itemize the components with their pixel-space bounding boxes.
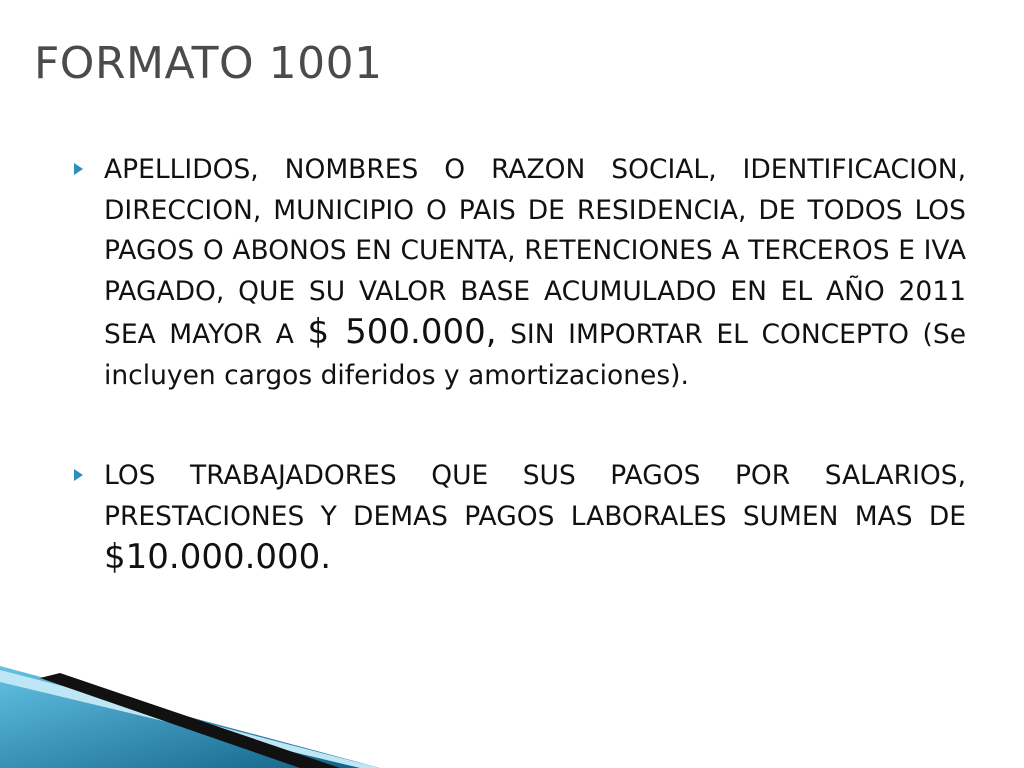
slide-title: FORMATO 1001 xyxy=(34,38,383,89)
bullet-arrow-icon xyxy=(74,469,83,481)
bullet-item-2 xyxy=(74,456,966,581)
bullet-arrow-icon xyxy=(74,163,83,175)
bullet-list xyxy=(74,150,966,581)
decorative-wave-graphic xyxy=(0,648,1024,768)
bullet-1-amount: $ 500.000, xyxy=(307,312,497,352)
bullet-1-text-d: SIN IMPORTAR EL CONCEPTO (Se incluyen cargos diferidos y amortizaciones). xyxy=(104,319,966,391)
bullet-2-text-c: QUE SUS PAGOS POR SALARIOS, PRESTACIONES Y DEMAS PAGOS LABORALES SUMEN MAS DE xyxy=(104,460,966,532)
bullet-2-amount: $10.000.000. xyxy=(104,537,332,577)
bullet-item-1 xyxy=(74,150,966,396)
bullet-1-text-b: PAGOS O ABONOS EN CUENTA, RETENCIONES A TERCEROS E IVA PAGADO, xyxy=(104,235,966,307)
bullet-2-text-a: LOS xyxy=(104,460,191,491)
bullet-1-text-c: QUE SU VALOR BASE ACUMULADO EN EL AÑO 2011 SEA MAYOR A xyxy=(104,275,966,350)
bullet-1-text-a: APELLIDOS, NOMBRES O RAZON SOCIAL, IDENTIFICACION, DIRECCION, MUNICIPIO O PAIS DE RESIDENCIA, DE TODOS LOS xyxy=(104,154,966,226)
bullet-2-text-b: TRABAJADORES xyxy=(190,460,397,491)
